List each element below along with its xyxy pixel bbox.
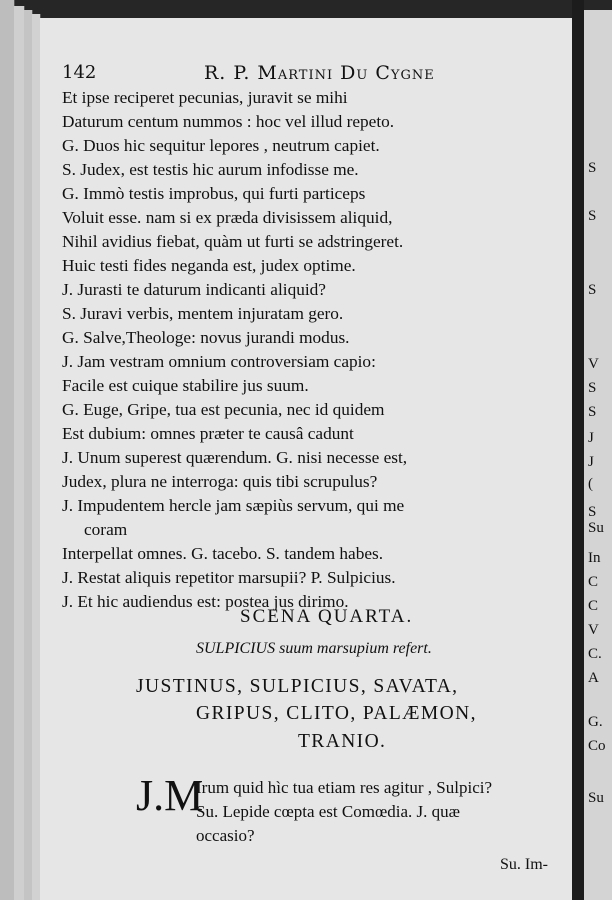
facing-page-fragment: [584, 10, 612, 900]
text-line: Nihil avidius fiebat, quàm ut furti se adstringeret.: [62, 232, 404, 251]
running-title: R. P. Martini Du Cygne: [204, 62, 435, 84]
facing-line: S: [588, 504, 597, 520]
text-line: coram: [84, 520, 128, 539]
facing-line: S: [588, 404, 597, 420]
scene-text-line: occasio?: [196, 826, 255, 845]
text-line: J. Impudentem hercle jam sæpiùs servum, qui me: [62, 496, 405, 515]
catchword: Su. Im-: [500, 856, 548, 873]
text-line: G. Euge, Gripe, tua est pecunia, nec id quidem: [62, 400, 385, 419]
drop-cap: J.M: [136, 771, 204, 820]
cast-list-line: GRIPUS, CLITO, PALÆMON,: [196, 703, 477, 724]
facing-line: J: [588, 430, 594, 446]
page-number: 142: [62, 62, 97, 83]
scene-title: SCENA QUARTA.: [240, 606, 414, 627]
facing-line: G.: [588, 714, 603, 730]
text-line: Interpellat omnes. G. tacebo. S. tandem habes.: [62, 544, 384, 563]
facing-line: C: [588, 598, 599, 614]
text-line: J. Restat aliquis repetitor marsupii? P. Sulpicius.: [62, 568, 396, 587]
facing-line: J: [588, 454, 594, 470]
text-line: Est dubium: omnes præter te causâ cadunt: [62, 424, 354, 443]
text-line: G. Salve,Theologe: novus jurandi modus.: [62, 328, 350, 347]
facing-line: A: [588, 670, 599, 686]
facing-line: Su: [588, 520, 604, 536]
scene-subtitle: SULPICIUS suum marsupium refert.: [196, 640, 432, 657]
text-line: J. Unum superest quærendum. G. nisi necesse est,: [62, 448, 408, 467]
text-line: Huic testi fides neganda est, judex optime.: [62, 256, 356, 275]
text-line: Facile est cuique stabilire jus suum.: [62, 376, 309, 395]
text-line: Et ipse reciperet pecunias, juravit se mihi: [62, 88, 348, 107]
scene-text-line: Su. Lepide cœpta est Comœdia. J. quæ: [196, 802, 460, 821]
book-gutter: [572, 0, 584, 900]
facing-line: Co: [588, 738, 606, 754]
facing-line: (: [588, 476, 593, 492]
facing-line: C: [588, 574, 599, 590]
facing-line: C.: [588, 646, 602, 662]
text-line: G. Immò testis improbus, qui furti particeps: [62, 184, 366, 203]
cast-list-line: JUSTINUS, SULPICIUS, SAVATA,: [136, 676, 459, 697]
text-line: J. Jam vestram omnium controversiam capio:: [62, 352, 376, 371]
scene-text-line: Irum quid hìc tua etiam res agitur , Sulpici?: [196, 778, 493, 797]
running-header: [62, 62, 562, 84]
facing-line: S: [588, 208, 597, 224]
text-line: G. Duos hic sequitur lepores , neutrum capiet.: [62, 136, 380, 155]
facing-line: V: [588, 356, 599, 372]
facing-line: S: [588, 380, 597, 396]
text-line: J. Jurasti te daturum indicanti aliquid?: [62, 280, 326, 299]
text-line: S. Juravi verbis, mentem injuratam gero.: [62, 304, 344, 323]
cast-list-line: TRANIO.: [298, 731, 387, 752]
page-edge-1: [0, 0, 15, 900]
facing-line: S: [588, 160, 597, 176]
text-line: J. Et hic audiendus est: postea jus dirimo.: [62, 592, 349, 611]
text-line: Voluit esse. nam si ex præda divisissem aliquid,: [62, 208, 393, 227]
facing-line: V: [588, 622, 599, 638]
facing-line: Su: [588, 790, 604, 806]
text-line: Judex, plura ne interroga: quis tibi scrupulus?: [62, 472, 378, 491]
text-line: S. Judex, est testis hic aurum infodisse me.: [62, 160, 359, 179]
text-line: Daturum centum nummos : hoc vel illud repeto.: [62, 112, 395, 131]
facing-line: S: [588, 282, 597, 298]
facing-line: In: [588, 550, 601, 566]
